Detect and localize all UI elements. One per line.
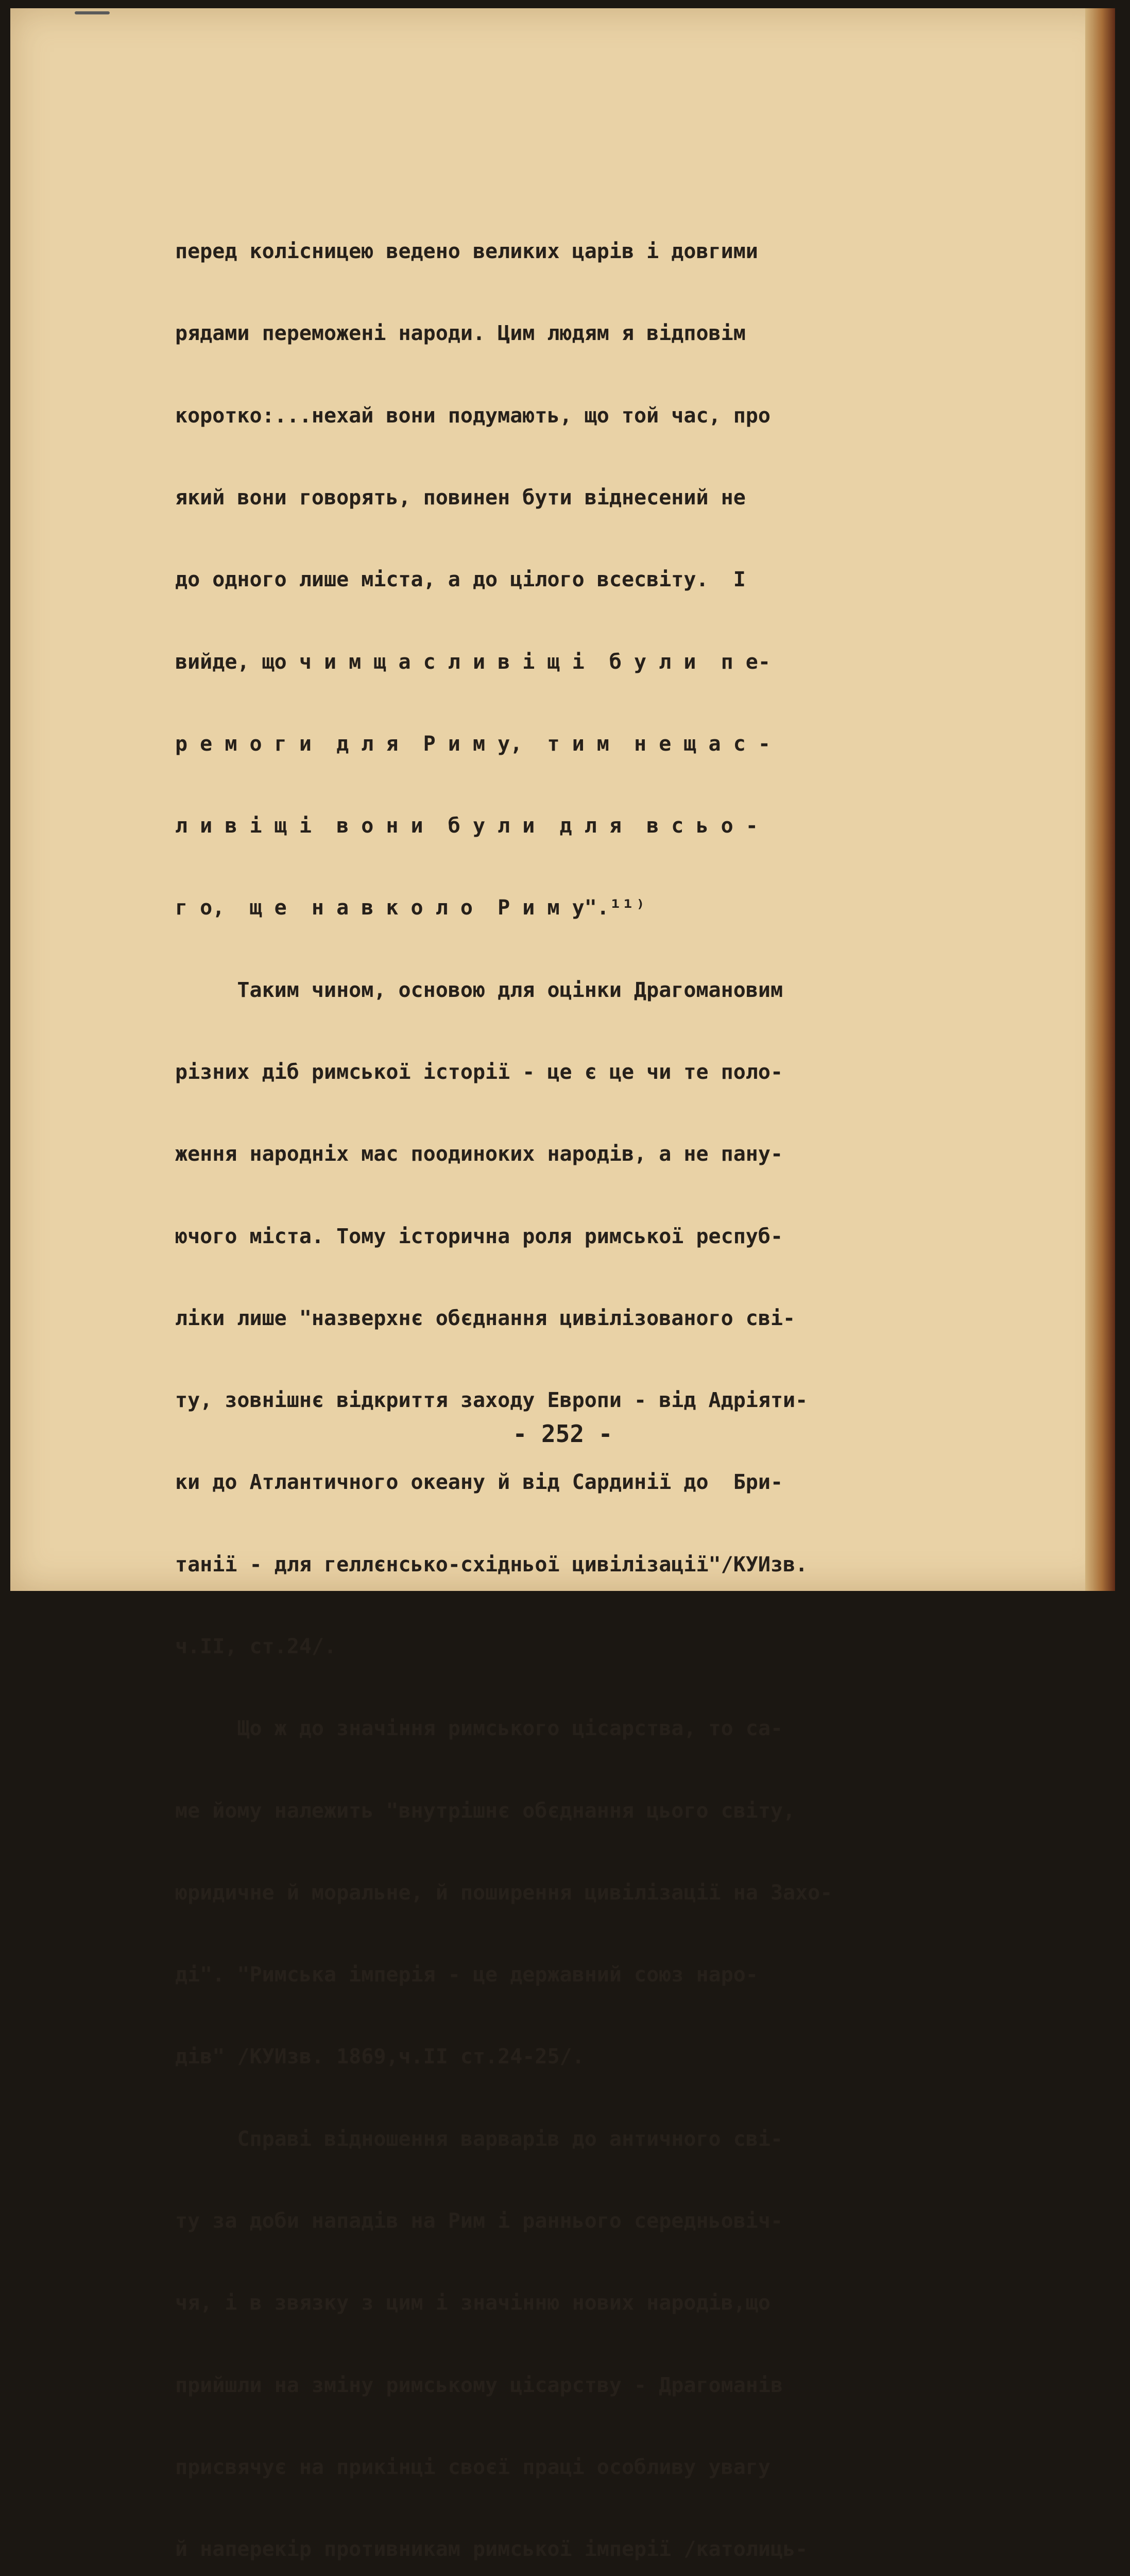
text-line: ме йому належить "внутрішнє обєднання цього світу,: [175, 1799, 796, 1823]
text-line: перед колісницею ведено великих царів і довгими: [175, 240, 758, 264]
text-line: Що ж до значіння римського цісарства, то са-: [175, 1717, 783, 1741]
text-line: ту, зовнішнє відкриття заходу Европи - від Адріяти-: [175, 1388, 808, 1413]
text-line: Справі відношення варварів до античного сві-: [175, 2127, 783, 2151]
text-line: й наперекір противникам римської імперії /католиць-: [175, 2537, 808, 2562]
text-line: ліки лише "назверхнє обєднання цивілізованого сві-: [175, 1306, 796, 1330]
text-line: чя, і в звязку з цим і значінню нових народів,що: [175, 2291, 771, 2315]
text-line: до одного лише міста, а до цілого всесвіту. І: [175, 568, 746, 592]
text-line: присвячує на прикінці своєї праці особливу увагу: [175, 2455, 771, 2479]
text-line: юридичне й моральне, й поширення цивілізації на Захо-: [175, 1880, 833, 1905]
text-line: який вони говорять, повинен бути віднесений не: [175, 486, 746, 510]
text-line: вийде, що ч и м щ а с л и в і щ і б у л и п е-: [175, 650, 771, 674]
text-line: р е м о г и д л я Р и м у, т и м н е щ а с -: [175, 732, 771, 756]
text-line: різних діб римської історії - це є це чи те поло-: [175, 1060, 783, 1084]
top-margin-mark: [75, 11, 110, 14]
text-line: рядами переможені народи. Цим людям я відповім: [175, 321, 746, 346]
text-line: л и в і щ і в о н и б у л и д л я в с ь о -: [175, 814, 758, 838]
text-line: Таким чином, основою для оцінки Драгомановим: [175, 978, 783, 1002]
text-line: ді". "Римська імперія - це державний союз наро-: [175, 1963, 758, 1987]
text-line: танії - для геллєнсько-східньої цивілізації"/КУИзв.: [175, 1552, 808, 1577]
text-line: ження народніх мас поодиноких народів, а не пану-: [175, 1142, 783, 1166]
body-text: [175, 183, 1056, 2576]
text-line: прийшли на зміну римському цісарству - Драгоманів: [175, 2373, 783, 2397]
text-line: дів" /КУИзв. 1869,ч.II ст.24-25/.: [175, 2045, 585, 2069]
book-page: [10, 8, 1115, 2562]
text-line: г о, щ е н а в к о л о Р и м у".¹¹⁾: [175, 896, 647, 920]
text-line: ки до Атлантичного океану й від Сардинії до Бри-: [175, 1470, 783, 1495]
text-line: ту за доби нападів на Рим і раннього середньовіч-: [175, 2209, 783, 2233]
text-line: ч.II, ст.24/.: [175, 1634, 337, 1658]
page-number: - 252 -: [512, 1420, 613, 1448]
page-binding-edge: [1085, 8, 1115, 1591]
text-line: ючого міста. Тому історична роля римської респуб-: [175, 1224, 783, 1248]
text-line: коротко:...нехай вони подумають, що той час, про: [175, 403, 771, 428]
